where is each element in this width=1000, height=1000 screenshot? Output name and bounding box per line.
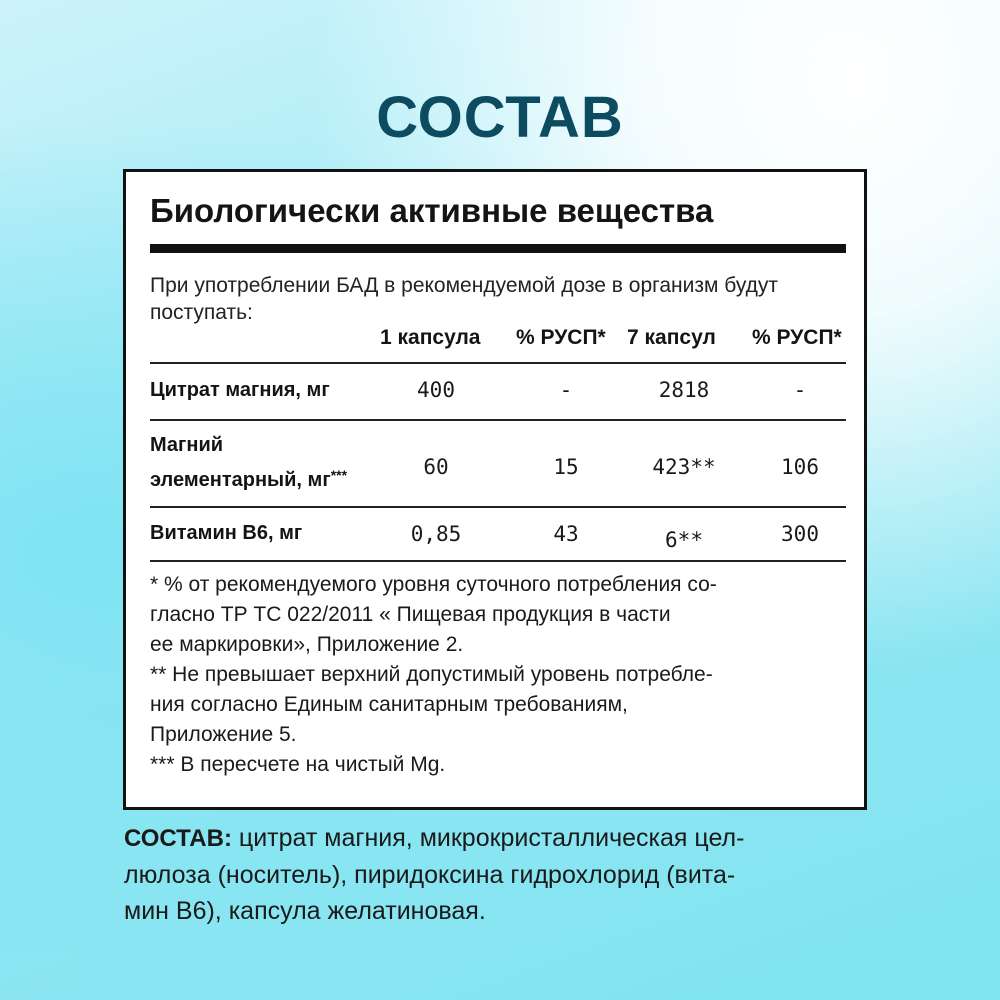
table-cell: 106 (781, 455, 819, 479)
composition-line: люлоза (носитель), пиридоксина гидрохлорид (вита- (124, 861, 736, 889)
footnote-line: * % от рекомендуемого уровня суточного потребления со- (150, 573, 717, 596)
composition-text (124, 820, 864, 929)
column-header-7-capsules: 7 капсул (627, 326, 716, 349)
composition-line: цитрат магния, микрокристаллическая цел- (231, 824, 745, 852)
table-cell: 423** (652, 455, 716, 479)
heading-divider (150, 244, 846, 253)
table-cell: 0,85 (410, 522, 462, 546)
table-divider (150, 560, 846, 562)
table-divider (150, 419, 846, 421)
intro-text: При употреблении БАД в рекомендуемой дозе в организм будут поступать: (150, 274, 779, 324)
footnote-line: ** Не превышает верхний допустимый уровень потребле- (150, 663, 713, 686)
table-divider (150, 506, 846, 508)
footnote-line: ее маркировки», Приложение 2. (150, 633, 464, 656)
footnote-line: *** В пересчете на чистый Mg. (150, 753, 446, 776)
row-label-elemental-magnesium (150, 430, 347, 495)
footnotes (150, 570, 850, 780)
footnote-line: гласно ТР ТС 022/2011 « Пищевая продукция в части (150, 603, 671, 626)
table-divider (150, 362, 846, 364)
table-cell: - (559, 378, 573, 402)
footnote-line: ния согласно Единым санитарным требованиям, (150, 693, 628, 716)
row-label-magnesium-citrate: Цитрат магния, мг (150, 379, 330, 401)
composition-line: мин В6), капсула желатиновая. (124, 897, 486, 925)
nutrition-facts-panel (123, 169, 867, 810)
column-header-rusp-7: % РУСП* (752, 326, 842, 349)
row-label-line: Магний (150, 434, 224, 456)
panel-heading: Биологически активные вещества (150, 192, 714, 229)
page-title: СОСТАВ (376, 85, 624, 150)
column-header-rusp-1: % РУСП* (516, 326, 606, 349)
table-cell: 60 (423, 455, 449, 479)
table-cell: 15 (553, 455, 579, 479)
table-cell: 400 (417, 378, 455, 402)
table-cell: - (793, 378, 807, 402)
table-cell: 2818 (658, 378, 710, 402)
table-cell: 6** (665, 528, 703, 552)
composition-label: СОСТАВ: (124, 825, 232, 852)
row-label-line: элементарный, мг (150, 469, 331, 491)
table-cell: 43 (553, 522, 579, 546)
footnote-mark: *** (330, 467, 348, 483)
footnote-line: Приложение 5. (150, 723, 297, 746)
column-header-1-capsule: 1 капсула (380, 326, 481, 349)
row-label-vitamin-b6: Витамин В6, мг (150, 522, 303, 544)
table-cell: 300 (781, 522, 819, 546)
